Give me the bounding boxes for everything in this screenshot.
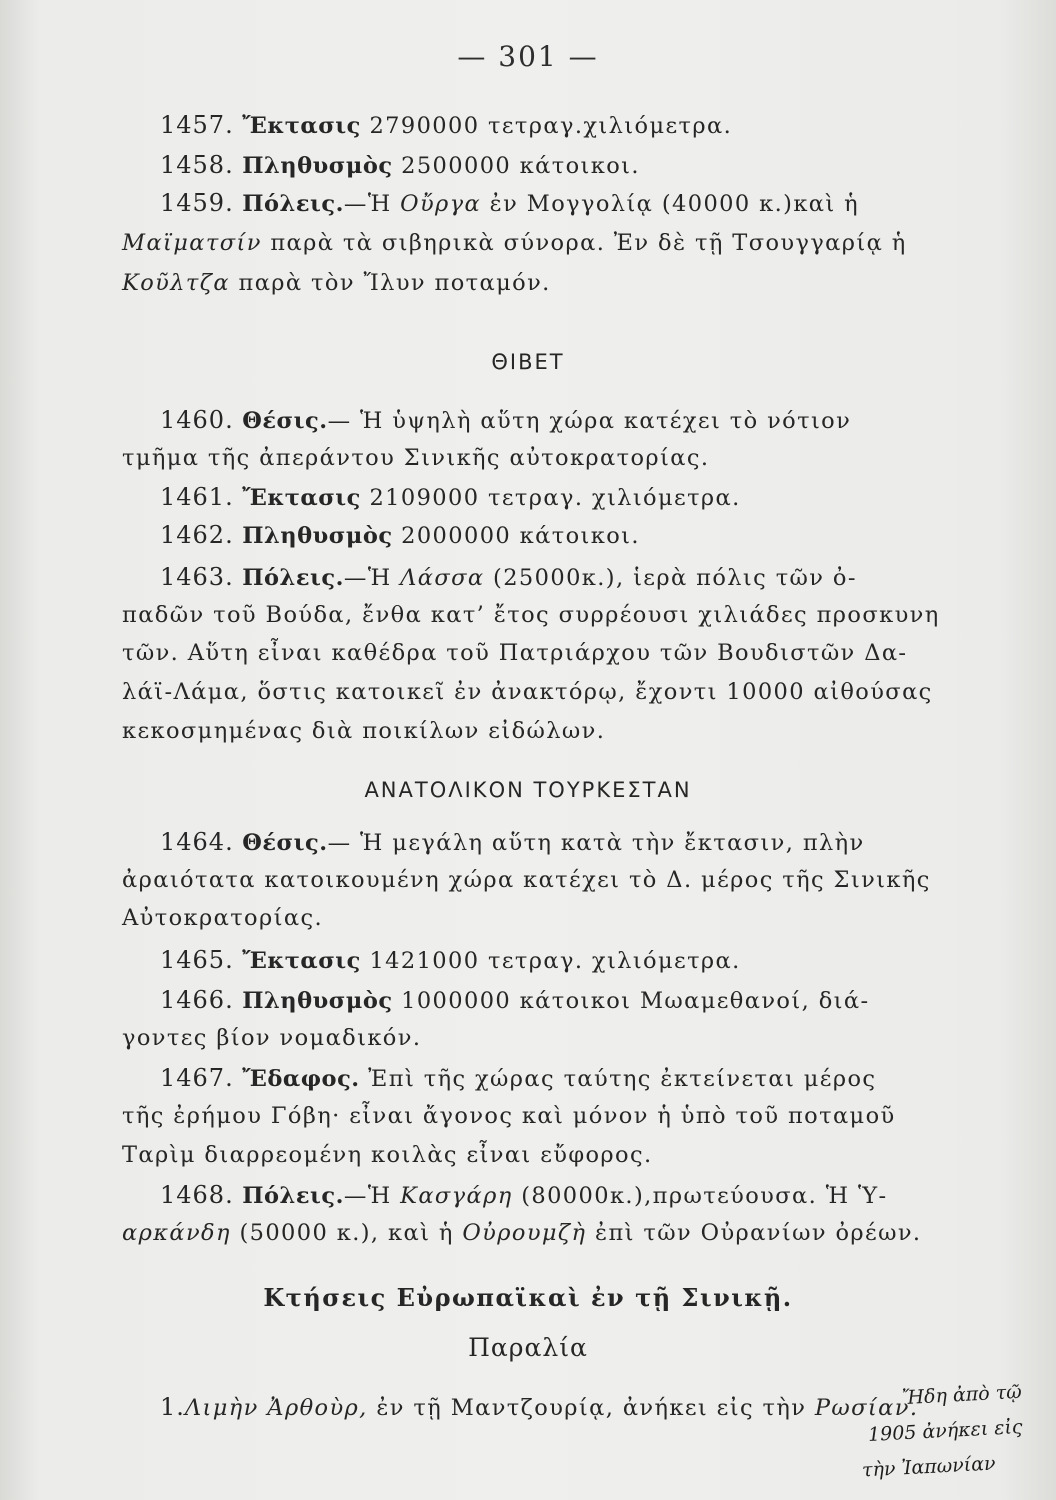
entry-1468-line-1 [160, 1180, 940, 1211]
entry-number: 1466. [160, 986, 234, 1014]
entry-text: —Ἡ [343, 1183, 392, 1209]
entry-1460-line-2: τμῆμα τῆς ἀπεράντου Σινικῆς αὐτοκρατορίας. [122, 445, 710, 471]
entry-1464-line-1 [160, 827, 940, 858]
handwritten-note-line-1: Ἤδη ἀπὸ τῷ [901, 1380, 1023, 1410]
heading-coast: Παραλία [468, 1333, 588, 1362]
entry-text: 2500000 κάτοικοι. [401, 153, 640, 179]
entry-keyword: Ἔδαφος. [242, 1066, 360, 1092]
entry-text: 2790000 τετραγ.χιλιόμετρα. [369, 113, 733, 139]
entry-keyword: Ἔκτασις [242, 485, 361, 511]
entry-number: 1468. [160, 1181, 234, 1209]
entry-keyword: Ἔκτασις [242, 948, 361, 974]
entry-text: (50000 κ.), καὶ ἡ [239, 1220, 454, 1246]
entry-text: ἐν τῇ Μαντζουρίᾳ, ἀνήκει εἰς τὴν [376, 1395, 807, 1421]
entry-keyword: Θέσις. [242, 408, 328, 434]
place-name: Κοῦλτζα [122, 270, 230, 296]
entry-1465 [160, 945, 940, 976]
place-name: Λιμὴν Ἀρθοὺρ, [184, 1395, 368, 1421]
entry-1459-line-1 [160, 188, 940, 219]
page-number: — 301 — [457, 40, 599, 73]
entry-keyword: Πόλεις. [242, 565, 344, 591]
entry-1467-line-2: τῆς ἐρήμου Γόβη· εἶναι ἄγονος καὶ μόνον ἡ ὑπὸ τοῦ ποταμοῦ [122, 1103, 896, 1129]
entry-keyword: Πληθυσμὸς [242, 153, 393, 179]
handwritten-note-line-3: τὴν Ἰαπωνίαν [861, 1452, 997, 1482]
entry-number: 1458. [160, 151, 234, 179]
entry-number: 1464. [160, 828, 234, 856]
heading-european-possessions: Κτήσεις Εὐρωπαϊκαὶ ἐν τῇ Σινικῇ. [263, 1283, 793, 1312]
entry-1463-line-5: κεκοσμημένας διὰ ποικίλων εἰδώλων. [122, 718, 606, 744]
entry-text: — Ἡ ὑψηλὴ αὕτη χώρα κατέχει τὸ νότιον [327, 408, 852, 434]
entry-text: 1000000 κάτοικοι Μωαμεθανοί, διά- [401, 988, 870, 1014]
entry-1463-line-3: τῶν. Αὕτη εἶναι καθέδρα τοῦ Πατριάρχου τῶν Βουδιστῶν Δα- [122, 640, 908, 666]
entry-1457 [160, 110, 940, 141]
entry-number: 1463. [160, 563, 234, 591]
entry-text: —Ἡ [343, 565, 392, 591]
entry-keyword: Πληθυσμὸς [242, 523, 393, 549]
handwritten-note-line-2: 1905 ἀνήκει εἰς [867, 1415, 1024, 1447]
entry-number: 1459. [160, 189, 234, 217]
entry-1460-line-1 [160, 405, 940, 436]
place-name: Λάσσα [400, 565, 485, 591]
heading-east-turkestan: ΑΝΑΤΟΛΙΚΟΝ ΤΟΥΡΚΕΣΤΑΝ [364, 778, 692, 802]
entry-1467-line-3: Ταρὶμ διαρρεομένη κοιλὰς εἶναι εὔφορος. [122, 1142, 653, 1168]
place-name: Μαϊματσίν [122, 230, 262, 256]
entry-text: (80000κ.),πρωτεύουσα. Ἡ Ὑ- [521, 1183, 888, 1209]
entry-number: 1. [160, 1393, 185, 1421]
place-name: Οὐρουμζὴ [462, 1220, 587, 1246]
entry-1459-line-2 [122, 228, 942, 258]
place-name: Κασγάρη [400, 1183, 513, 1209]
entry-1463-line-4: λάϊ-Λάμα, ὅστις κατοικεῖ ἐν ἀνακτόρῳ, ἔχοντι 10000 αἰθούσας [122, 679, 933, 705]
entry-1463-line-2: παδῶν τοῦ Βούδα, ἔνθα κατ’ ἔτος συρρέουσι χιλιάδες προσκυνη [122, 602, 940, 628]
heading-tibet: ΘΙΒΕΤ [491, 350, 565, 374]
entry-text: (25000κ.), ἱερὰ πόλις τῶν ὀ- [493, 565, 857, 591]
place-name: αρκάνδη [122, 1220, 231, 1246]
entry-1463-line-1 [160, 562, 940, 593]
entry-keyword: Ἔκτασις [242, 113, 361, 139]
entry-text: 2000000 κάτοικοι. [401, 523, 640, 549]
entry-text: ἐπὶ τῶν Οὐρανίων ὀρέων. [594, 1220, 922, 1246]
entry-number: 1460. [160, 406, 234, 434]
entry-1 [160, 1392, 920, 1423]
entry-keyword: Πόλεις. [242, 191, 344, 217]
entry-1466-line-2: γοντες βίον νομαδικόν. [122, 1025, 422, 1051]
entry-text: — Ἡ μεγάλη αὕτη κατὰ τὴν ἔκτασιν, πλὴν [327, 830, 865, 856]
entry-keyword: Πόλεις. [242, 1183, 344, 1209]
entry-text: Ἐπὶ τῆς χώρας ταύτης ἐκτείνεται μέρος [368, 1066, 877, 1092]
entry-text: παρὰ τὸν Ἴλυν ποταμόν. [238, 270, 551, 296]
place-name: Ρωσίαν. [814, 1395, 919, 1421]
entry-number: 1461. [160, 483, 234, 511]
place-name: Οὔργα [400, 191, 482, 217]
entry-text: —Ἡ [343, 191, 392, 217]
entry-number: 1465. [160, 946, 234, 974]
entry-1467-line-1 [160, 1063, 940, 1094]
entry-text: ἐν Μογγολίᾳ (40000 κ.)καὶ ἡ [489, 191, 860, 217]
entry-1466-line-1 [160, 985, 940, 1016]
entry-text: 2109000 τετραγ. χιλιόμετρα. [369, 485, 741, 511]
entry-1462 [160, 520, 940, 551]
entry-1464-line-2: ἀραιότατα κατοικουμένη χώρα κατέχει τὸ Δ. μέρος τῆς Σινικῆς [122, 867, 931, 893]
entry-number: 1467. [160, 1064, 234, 1092]
entry-1461 [160, 482, 940, 513]
entry-keyword: Πληθυσμὸς [242, 988, 393, 1014]
entry-keyword: Θέσις. [242, 830, 328, 856]
entry-text: παρὰ τὰ σιβηρικὰ σύνορα. Ἐν δὲ τῇ Τσουγγαρίᾳ ἡ [270, 230, 907, 256]
entry-1459-line-3 [122, 268, 942, 298]
entry-1464-line-3: Αὐτοκρατορίας. [122, 905, 323, 931]
entry-number: 1457. [160, 111, 234, 139]
entry-text: 1421000 τετραγ. χιλιόμετρα. [369, 948, 741, 974]
entry-number: 1462. [160, 521, 234, 549]
entry-1468-line-2 [122, 1218, 942, 1248]
entry-1458 [160, 150, 940, 181]
